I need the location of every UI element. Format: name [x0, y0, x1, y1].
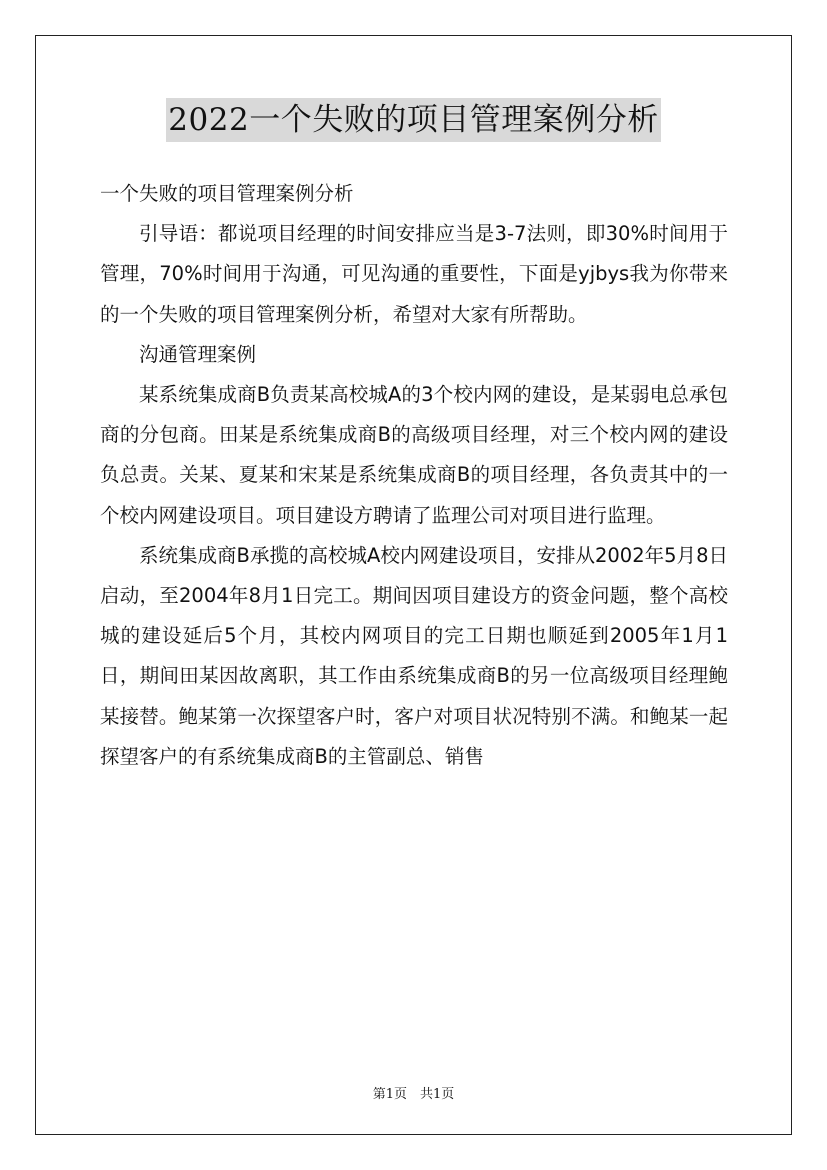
case-paragraph-2: 系统集成商B承揽的高校城A校内网建设项目，安排从2002年5月8日启动，至2004年8月1日完工。期间因项目建设方的资金问题，整个高校城的建设延后5个月，其校内网项目的完工日期也顺延到2005年1月1日，期间田某因故离职，其工作由系统集成商B的另一位高级项目经理鲍某接替。鲍某第一次探望客户时，客户对项目状况特别不满。和鲍某一起探望客户的有系统集成商B的主管副总、销售 [100, 543, 728, 768]
section-heading: 沟通管理案例 [139, 342, 257, 366]
document-title: 2022一个失败的项目管理案例分析 [166, 98, 660, 142]
page-footer: 第1页 共1页 [372, 1087, 455, 1102]
title-container [0, 98, 827, 142]
document-body [100, 174, 728, 777]
subtitle-paragraph: 一个失败的项目管理案例分析 [100, 182, 354, 205]
case-paragraph-1: 某系统集成商B负责某高校城A的3个校内网的建设，是某弱电总承包商的分包商。田某是系统集成商B的高级项目经理，对三个校内网的建设负总责。关某、夏某和宋某是系统集成商B的项目经理，各负责其中的一个校内网建设项目。项目建设方聘请了监理公司对项目进行监理。 [100, 383, 728, 527]
intro-paragraph: 引导语：都说项目经理的时间安排应当是3-7法则，即30%时间用于管理，70%时间用于沟通，可见沟通的重要性，下面是yjbys我为你带来的一个失败的项目管理案例分析，希望对大家有所帮助。 [100, 222, 728, 326]
